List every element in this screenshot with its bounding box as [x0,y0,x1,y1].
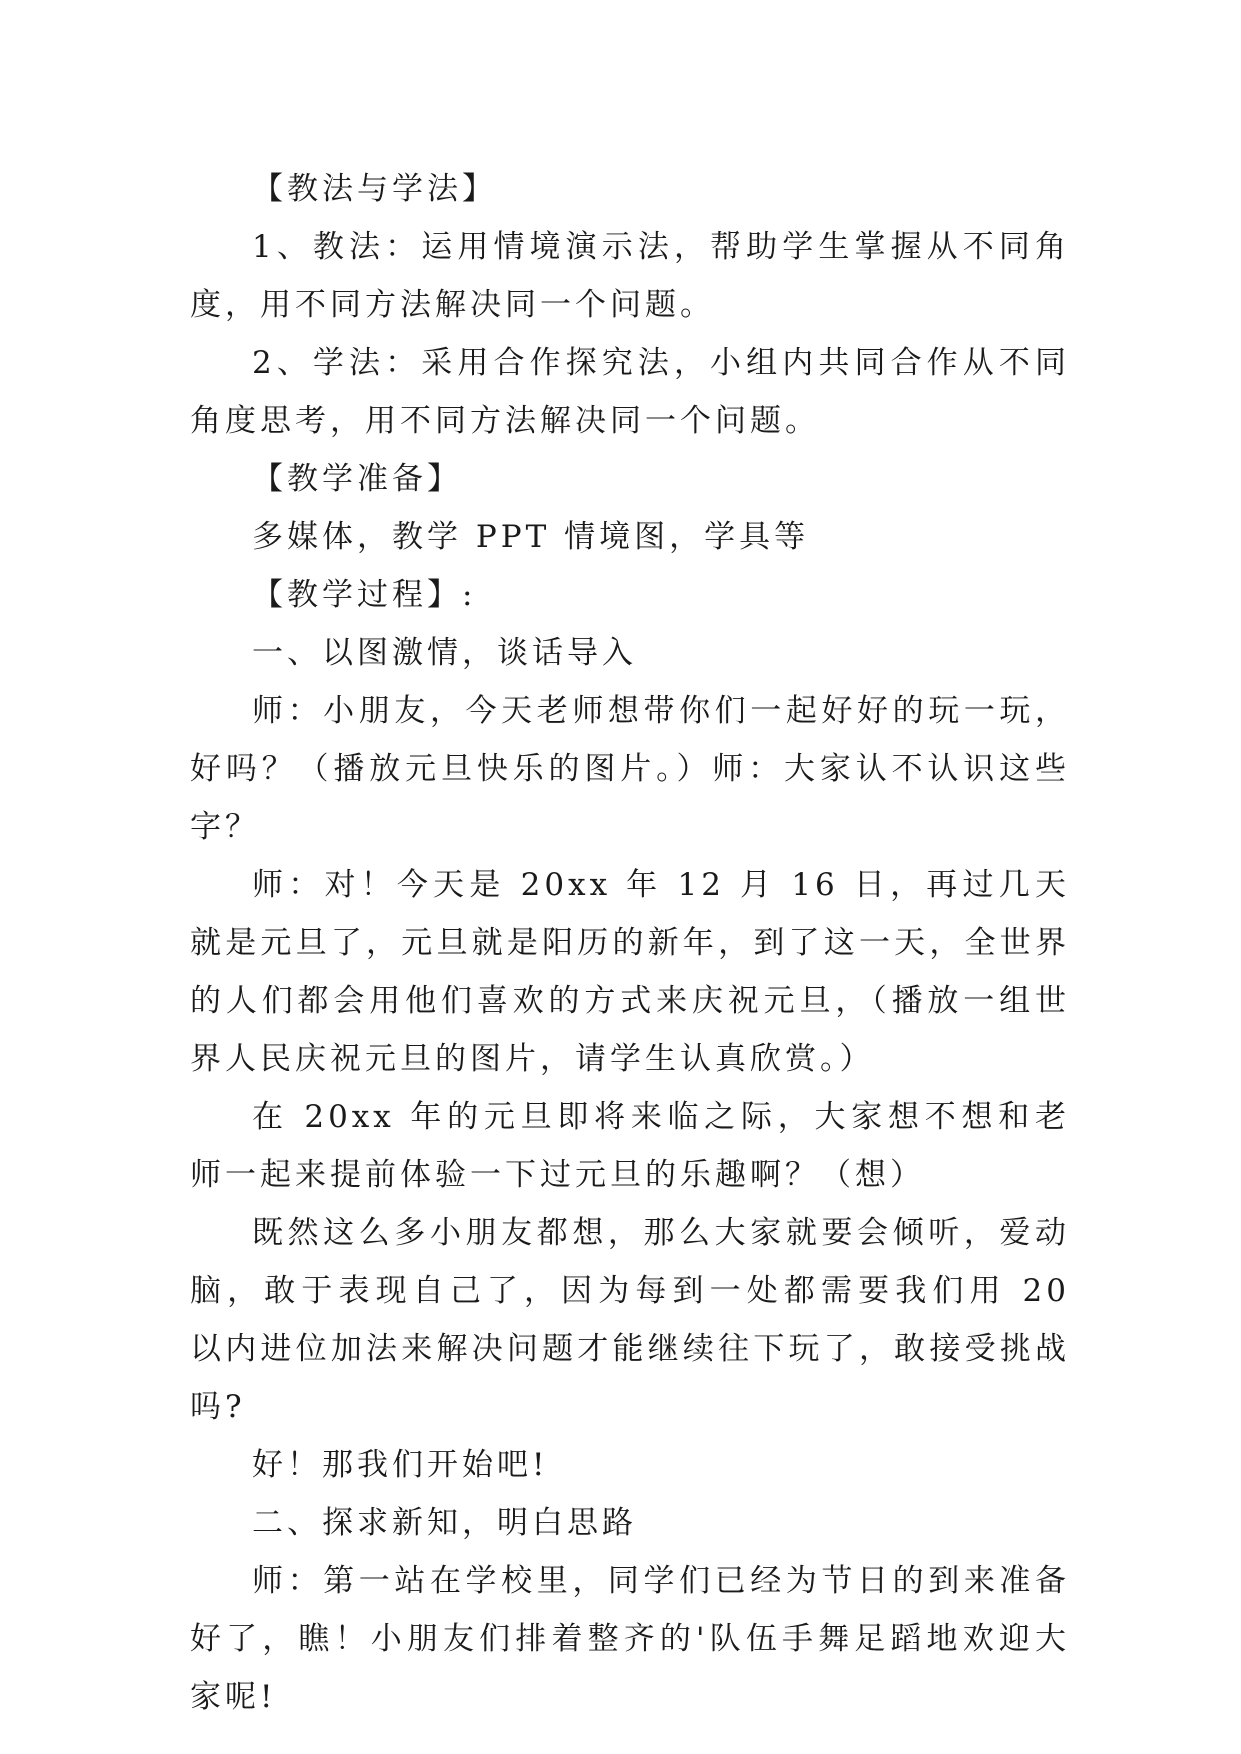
section-heading-preparation: 【教学准备】 [252,461,462,497]
paragraph-new-year-intro: 师：对！今天是 20xx 年 12 月 16 日，再过几天就是元旦了，元旦就是阳历的新年，到了这一天，全世界的人们都会用他们喜欢的方式来庆祝元旦，（播放一组世界人民庆祝元旦的图片，请学生认真欣赏。） [190,867,1070,1077]
subheading-intro: 一、以图激情，谈话导入 [252,635,637,671]
section-heading-methods: 【教法与学法】 [252,171,497,207]
paragraph-start: 好！那我们开始吧! [252,1447,549,1483]
document-body [190,160,1070,1726]
paragraph-materials: 多媒体，教学 PPT 情境图，学具等 [252,519,810,555]
paragraph-teacher-greeting: 师：小朋友，今天老师想带你们一起好好的玩一玩，好吗？（播放元旦快乐的图片。）师：大家认不认识这些字？ [190,693,1070,845]
paragraph-learning-method: 2、学法：采用合作探究法，小组内共同合作从不同角度思考，用不同方法解决同一个问题。 [190,345,1070,439]
section-heading-process: 【教学过程】: [252,577,477,613]
paragraph-challenge: 既然这么多小朋友都想，那么大家就要会倾听，爱动脑，敢于表现自己了，因为每到一处都需要我们用 20 以内进位加法来解决问题才能继续往下玩了，敢接受挑战吗? [190,1215,1070,1425]
paragraph-first-stop: 师：第一站在学校里，同学们已经为节日的到来准备好了，瞧！小朋友们排着整齐的'队伍手舞足蹈地欢迎大家呢! [190,1563,1070,1715]
paragraph-experience-invite: 在 20xx 年的元旦即将来临之际，大家想不想和老师一起来提前体验一下过元旦的乐趣啊？（想） [190,1099,1070,1193]
subheading-explore: 二、探求新知，明白思路 [252,1505,637,1541]
paragraph-teaching-method: 1、教法：运用情境演示法，帮助学生掌握从不同角度，用不同方法解决同一个问题。 [190,229,1070,323]
